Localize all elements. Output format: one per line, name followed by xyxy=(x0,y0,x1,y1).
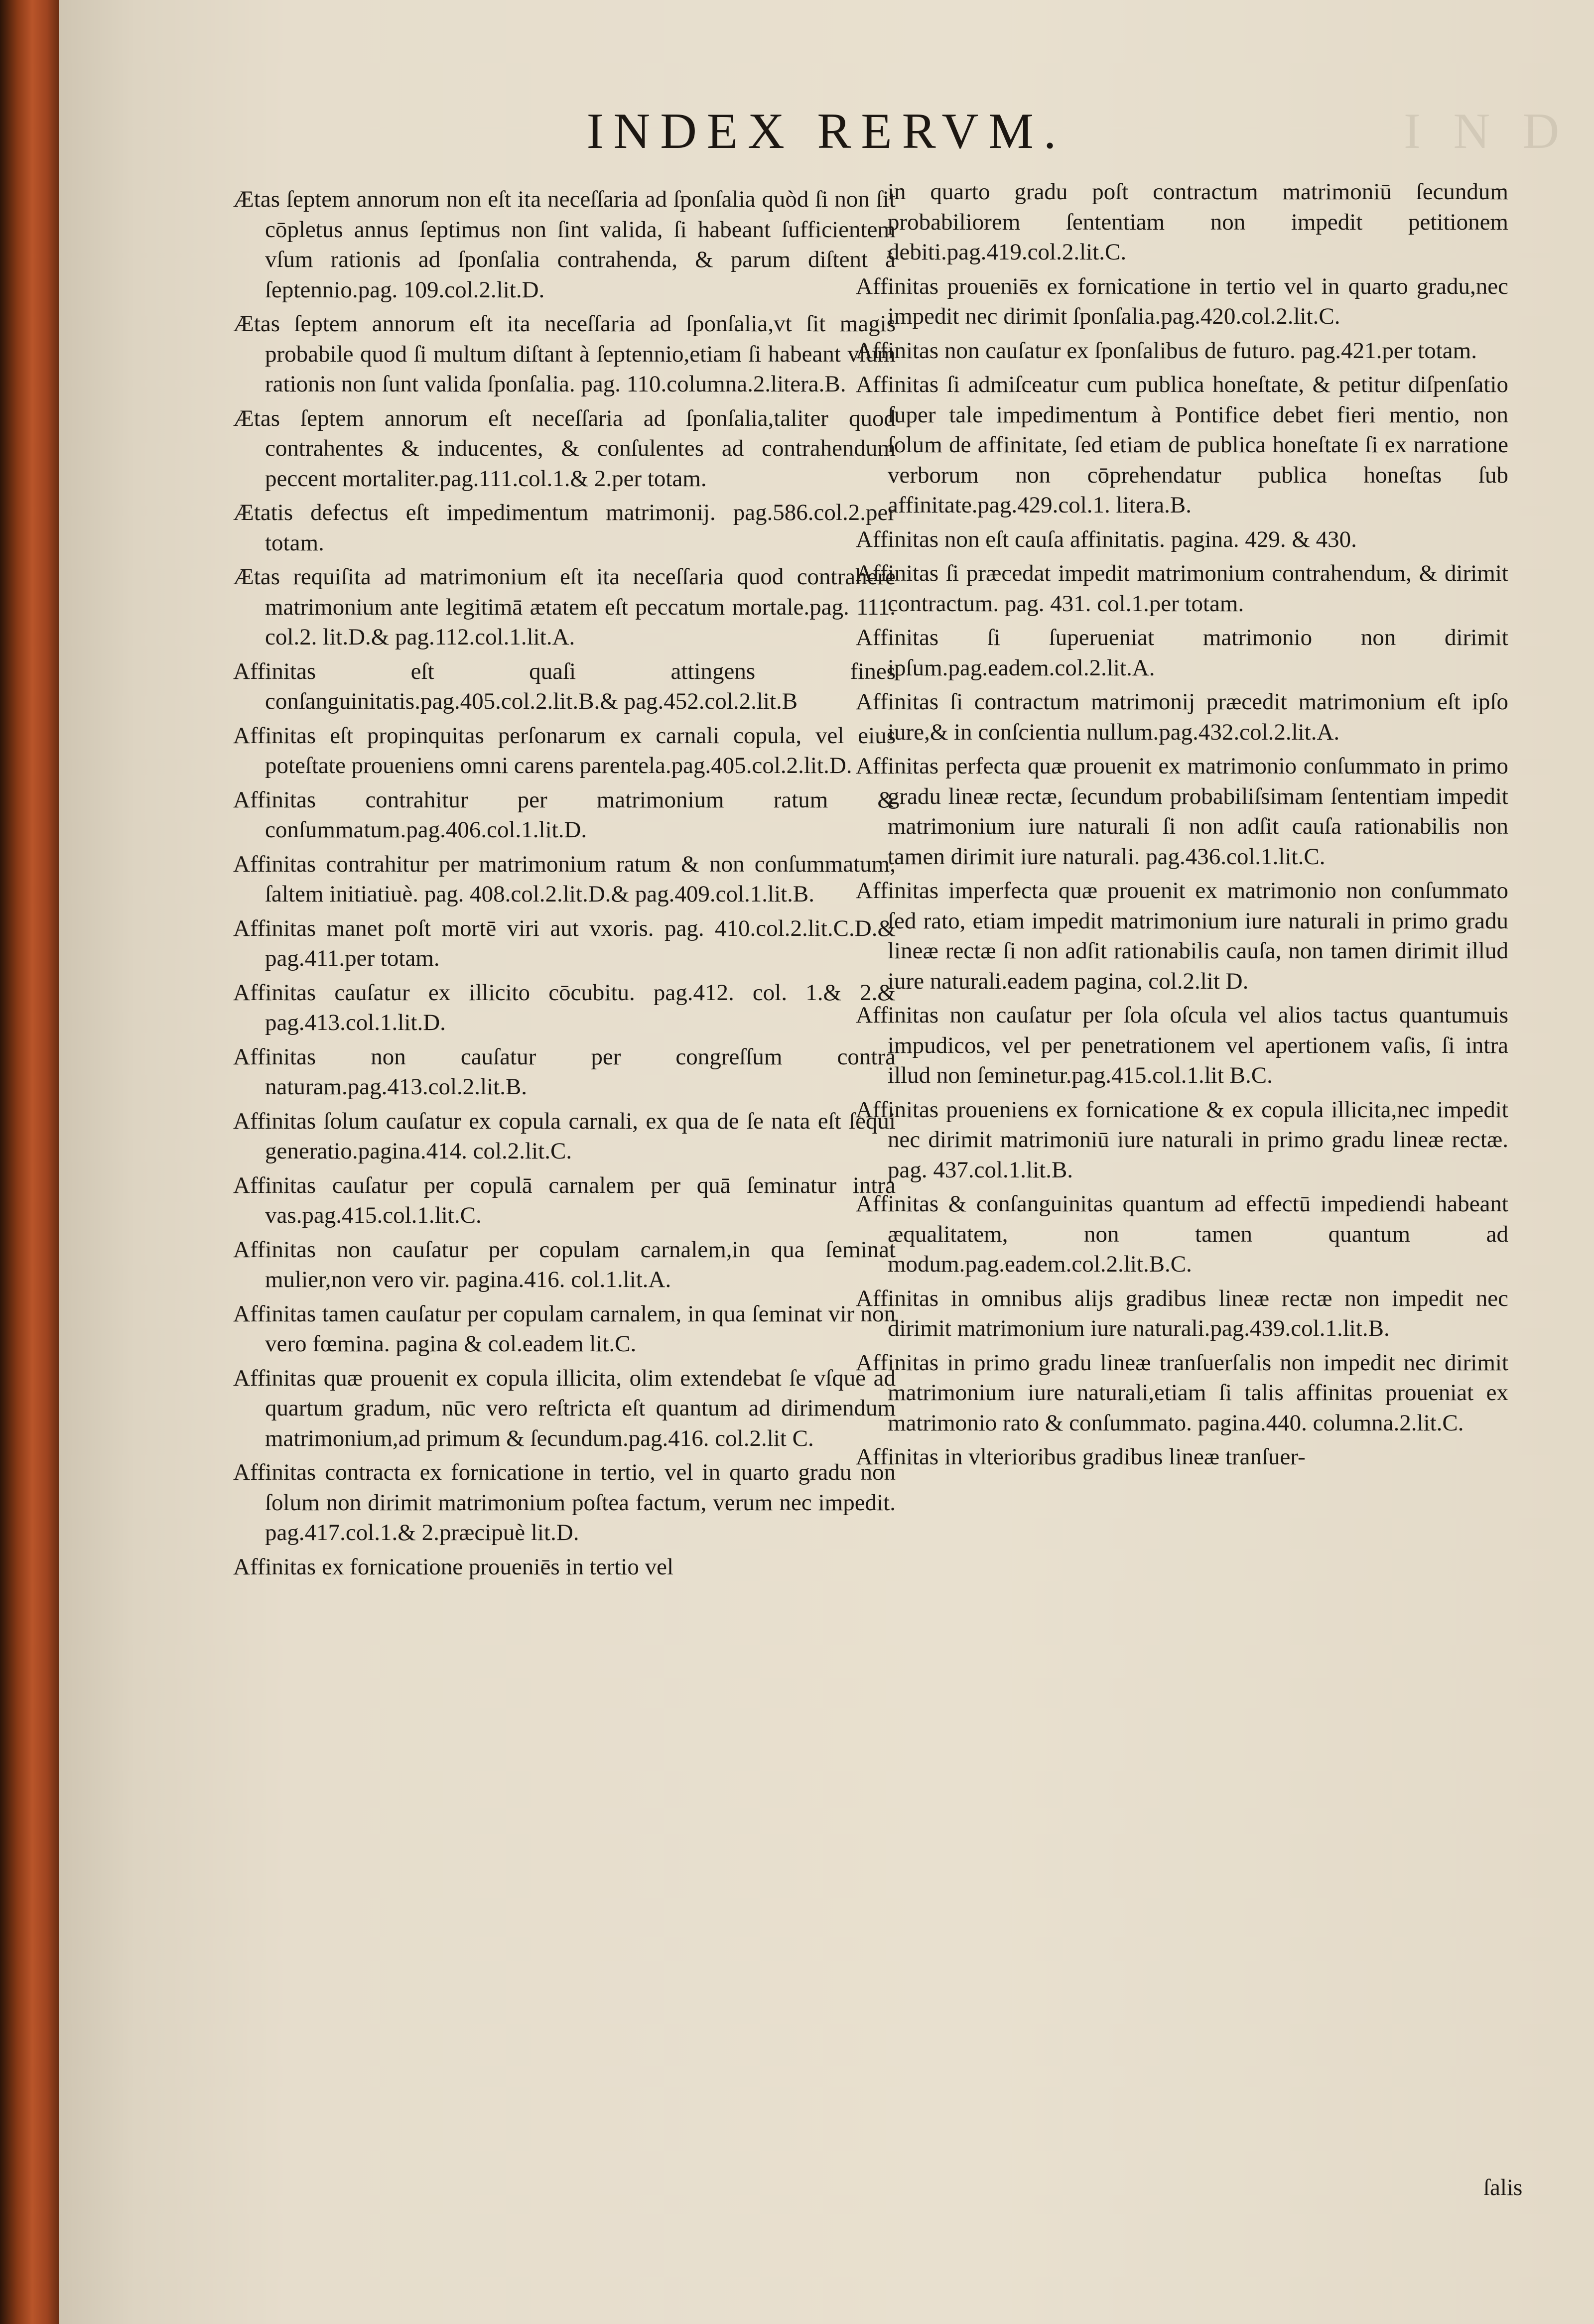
index-entry: Affinitas non cauſatur per ſola oſcula vel alios tactus quantumuis impudicos, vel per penetrationem vel apertionem vaſis, ſi intra illud non ſeminetur.pag.415.col.1.lit B.C. xyxy=(856,1002,1508,1088)
index-entry: Affinitas ſi admiſceatur cum publica honeſtate, & petitur diſpenſatio ſuper tale impedimentum à Pontifice debet fieri mentio, non ſolum de affinitate, ſed etiam de publica honeſtate ſi ex narratione verborum non cōprehendatur publica honeſtas ſub affinitate.pag.429.col.1. litera.B. xyxy=(856,372,1508,518)
index-entry: Ætas requiſita ad matrimonium eſt ita neceſſaria quod contrahere matrimonium ante legitimā ætatem eſt peccatum mortale.pag. 111. col.2. lit.D.& pag.112.col.1.lit.A. xyxy=(233,564,896,650)
index-entry: Affinitas eſt propinquitas perſonarum ex carnali copula, vel eius poteſtate proueniens omni carens parentela.pag.405.col.2.lit.D. xyxy=(233,722,896,778)
index-entry: Affinitas proueniēs ex fornicatione in tertio vel in quarto gradu,nec impedit nec dirimit ſponſalia.pag.420.col.2.lit.C. xyxy=(856,273,1508,329)
index-entry: Affinitas cauſatur ex illicito cōcubitu. pag.412. col. 1.& 2.& pag.413.col.1.lit.D. xyxy=(233,979,896,1035)
book-edge xyxy=(0,0,59,2324)
page-title: INDEX RERVM. xyxy=(586,103,1066,159)
index-entry: Affinitas ex fornicatione proueniēs in tertio vel xyxy=(233,1553,674,1580)
index-entry: Affinitas tamen cauſatur per copulam carnalem, in qua ſeminat vir non vero fœmina. pagina & col.eadem lit.C. xyxy=(233,1300,896,1357)
index-entry: Affinitas in primo gradu lineæ tranſuerſalis non impedit nec dirimit matrimonium iure naturali,etiam ſi talis affinitas proueniat ex matrimonio rato & conſummato. pagina.440. columna.2.lit.C. xyxy=(856,1349,1508,1436)
index-entry: Affinitas contrahitur per matrimonium ratum & non conſummatum, ſaltem initiatiuè. pag. 408.col.2.lit.D.& pag.409.col.1.lit.B. xyxy=(233,851,896,907)
index-entry: Affinitas eſt quaſi attingens fines conſanguinitatis.pag.405.col.2.lit.B.& pag.452.col.2.lit.B xyxy=(233,658,896,714)
index-entry: Affinitas proueniens ex fornicatione & ex copula illicita,nec impedit nec dirimit matrimoniū iure naturali in primo gradu lineæ rectæ. pag. 437.col.1.lit.B. xyxy=(856,1096,1508,1183)
left-column xyxy=(233,184,896,1586)
index-entry: Affinitas in vlterioribus gradibus lineæ tranſuer- xyxy=(856,1444,1306,1470)
index-entry: Ætas ſeptem annorum eſt neceſſaria ad ſponſalia,taliter quod contrahentes & inducentes, & conſulentes ad contrahendum peccent mortaliter.pag.111.col.1.& 2.per totam. xyxy=(233,405,896,492)
index-entry: Affinitas contracta ex fornicatione in tertio, vel in quarto gradu non ſolum non dirimit matrimonium poſtea factum, verum nec impedit. pag.417.col.1.& 2.præcipuè lit.D. xyxy=(233,1459,896,1546)
index-entry: Ætas ſeptem annorum eſt ita neceſſaria ad ſponſalia,vt ſit magis probabile quod ſi multum diſtant à ſeptennio,etiam ſi habeant vſum rationis non ſunt valida ſponſalia. pag. 110.columna.2.litera.B. xyxy=(233,311,896,397)
index-entry: Affinitas cauſatur per copulā carnalem per quā ſeminatur intra vas.pag.415.col.1.lit.C. xyxy=(233,1172,896,1228)
index-entry: Affinitas quæ prouenit ex copula illicita, olim extendebat ſe vſque ad quartum gradum, nūc vero reſtricta eſt quantum ad dirimendum matrimonium,ad primum & ſecundum.pag.416. col.2.lit C. xyxy=(233,1365,896,1451)
index-entry: Affinitas ſi præcedat impedit matrimonium contrahendum, & dirimit contractum. pag. 431. col.1.per totam. xyxy=(856,560,1508,617)
index-entry: Affinitas imperfecta quæ prouenit ex matrimonio non conſummato ſed rato, etiam impedit matrimonium iure naturali in primo gradu lineæ rectæ ſi non adſit rationabilis cauſa, non tamen dirimit illud iure naturali.eadem pagina, col.2.lit D. xyxy=(856,878,1508,994)
index-entry: in quarto gradu poſt contractum matrimoniū ſecundum probabiliorem ſententiam non impedit petitionem debiti.pag.419.col.2.lit.C. xyxy=(888,179,1508,265)
index-entry: Ætas ſeptem annorum non eſt ita neceſſaria ad ſponſalia quòd ſi non ſit cōpletus annus ſeptimus non ſint valida, ſi habeant ſufficientem vſum rationis ad ſponſalia contrahenda, & parum diſtent à ſeptennio.pag. 109.col.2.lit.D. xyxy=(233,186,896,303)
index-entry: Affinitas non cauſatur ex ſponſalibus de futuro. pag.421.per totam. xyxy=(856,337,1477,364)
catchword: ſalis xyxy=(1483,2175,1523,2200)
index-entry: Affinitas in omnibus alijs gradibus lineæ rectæ non impedit nec dirimit matrimonium iure naturali.pag.439.col.1.lit.B. xyxy=(856,1285,1508,1341)
index-entry: Affinitas manet poſt mortē viri aut vxoris. pag. 410.col.2.lit.C.D.& pag.411.per totam. xyxy=(233,915,896,971)
show-through-text: I N D xyxy=(1404,103,1570,159)
index-entry: Affinitas ſolum cauſatur ex copula carnali, ex qua de ſe nata eſt ſequi generatio.pagina.414. col.2.lit.C. xyxy=(233,1108,896,1164)
index-entry: Affinitas ſi ſuperueniat matrimonio non dirimit ipſum.pag.eadem.col.2.lit.A. xyxy=(856,625,1508,681)
right-column xyxy=(856,177,1508,1476)
index-entry: Affinitas non cauſatur per congreſſum contra naturam.pag.413.col.2.lit.B. xyxy=(233,1043,896,1100)
index-entry: Affinitas ſi contractum matrimonij præcedit matrimonium eſt ipſo iure,& in conſcientia nullum.pag.432.col.2.lit.A. xyxy=(856,689,1508,745)
index-entry: Affinitas non eſt cauſa affinitatis. pagina. 429. & 430. xyxy=(856,526,1357,552)
page xyxy=(59,0,1594,2324)
index-entry: Affinitas perfecta quæ prouenit ex matrimonio conſummato in primo gradu lineæ rectæ, ſecundum probabiliſsimam ſententiam impedit matrimonium iure naturali ſi non adſit cauſa rationabilis non tamen dirimit iure naturali. pag.436.col.1.lit.C. xyxy=(856,753,1508,870)
index-entry: Ætatis defectus eſt impedimentum matrimonij. pag.586.col.2.per totam. xyxy=(233,500,896,556)
index-entry: Affinitas non cauſatur per copulam carnalem,in qua ſeminat mulier,non vero vir. pagina.416. col.1.lit.A. xyxy=(233,1236,896,1292)
index-entry: Affinitas & conſanguinitas quantum ad effectū impediendi habeant æqualitatem, non tamen quantum ad modum.pag.eadem.col.2.lit.B.C. xyxy=(856,1191,1508,1277)
index-entry: Affinitas contrahitur per matrimonium ratum & conſummatum.pag.406.col.1.lit.D. xyxy=(233,786,896,843)
